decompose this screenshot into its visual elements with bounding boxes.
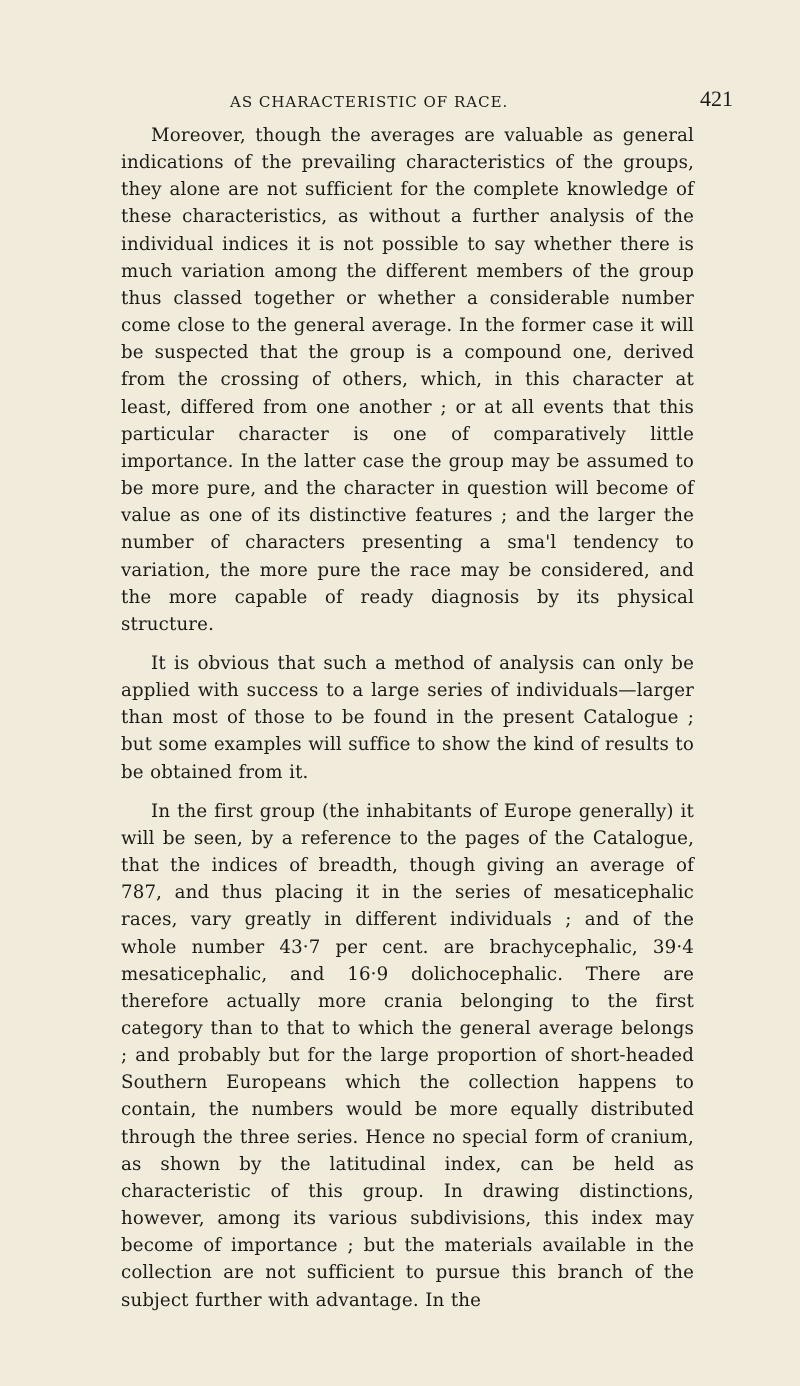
paragraph-method: It is obvious that such a method of analysis can only be applied with success to a large series of individuals—larger than most of those to be found in the present Catalogue ; but some examples will suffice to show the kind of results to be obtained from it. — [121, 652, 694, 783]
paragraph-averages: Moreover, though the averages are valuable as general indications of the prevailing characteristics of the groups, they alone are not sufficient for the complete knowledge of these characteristics, as without a further analysis of the individual indices it is not possible to say whether there is much variation among the different members of the group thus classed together or whether a considerable number come close to the general average. In the former case it will be suspected that the group is a compound one, derived from the crossing of others, which, in this character at least, differed from one another ; or at all events that this particular character is one of comparatively little importance. In the latter case the group may be assumed to be more pure, and the character in question will become of value as one of its distinctive features ; and the larger the number of characters presenting a sma'l tendency to variation, the more pure the race may be considered, and the more capable of ready diagnosis by its physical structure. — [121, 125, 694, 635]
running-title: AS CHARACTERISTIC OF RACE. — [230, 93, 509, 111]
body-text — [121, 122, 694, 1314]
page-number: 421 — [700, 86, 733, 111]
running-head — [0, 88, 800, 116]
paragraph-first-group: In the first group (the inhabitants of Europe generally) it will be seen, by a reference to the pages of the Catalogue, that the indices of breadth, though giving an average of 787, and thus placing it in the series of mesaticephalic races, vary greatly in different individuals ; and of the whole number 43·7 per cent. are brachycephalic, 39·4 mesaticephalic, and 16·9 dolichocephalic. There are therefore actually more crania belonging to the first category than to that to which the general average belongs ; and probably but for the large proportion of short-headed Southern Europeans which the collection happens to contain, the numbers would be more equally distributed through the three series. Hence no special form of cranium, as shown by the latitudinal index, can be held as characteristic of this group. In drawing distinctions, however, among its various subdivisions, this index may become of importance ; but the materials available in the collection are not sufficient to pursue this branch of the subject further with advantage. In the — [121, 800, 694, 1311]
